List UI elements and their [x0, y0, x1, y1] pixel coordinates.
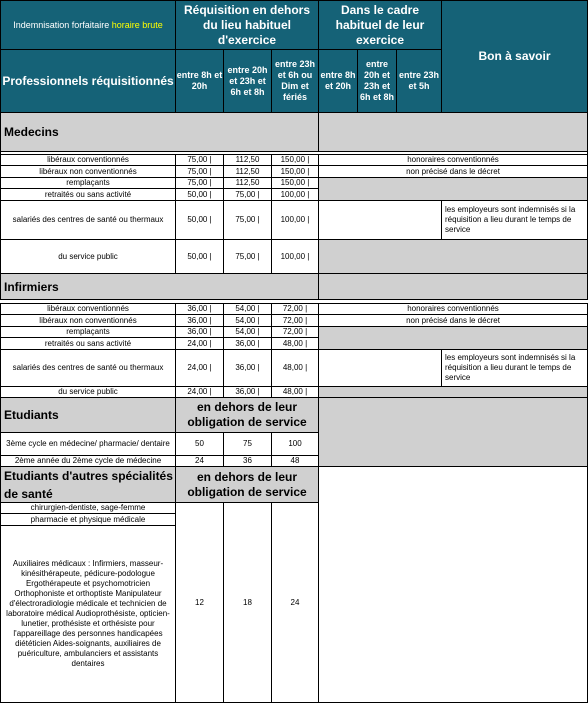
row-label: salariés des centres de santé ou thermaux [0, 200, 176, 240]
cell-value: 112,50 [223, 177, 272, 189]
autres-header: en dehors de leur obligation de service [175, 466, 319, 503]
row-label: salariés des centres de santé ou thermaux [0, 349, 176, 387]
cell-value: 150,00 | [271, 177, 319, 189]
row-label: 3ème cycle en médecine/ pharmacie/ dentaire [0, 432, 176, 456]
cell-value: 48,00 | [271, 386, 319, 398]
cell-value: 36,00 | [223, 349, 272, 387]
note-cell-blank [318, 200, 442, 240]
cell-value: 75,00 | [223, 200, 272, 240]
note-cell-blank [318, 349, 442, 387]
cell-value: 75,00 | [223, 239, 272, 274]
cell-value: 48 [271, 455, 319, 467]
section-etudiants: Etudiants [0, 397, 176, 433]
cell-value: 50,00 | [175, 239, 224, 274]
note-cell: non précisé dans le décret [318, 165, 588, 178]
bon-a-savoir-header: Bon à savoir [441, 0, 588, 113]
row-label: libéraux non conventionnés [0, 165, 176, 178]
section-medecins-blank [318, 112, 588, 152]
cell-value: 36,00 | [223, 337, 272, 350]
cell-value: 54,00 | [223, 314, 272, 327]
cell-value: 75,00 | [223, 188, 272, 201]
section-infirmiers-blank [318, 273, 588, 300]
note-cell: honoraires conventionnés [318, 154, 588, 166]
cell-value: 150,00 | [271, 154, 319, 166]
cell-value: 150,00 | [271, 165, 319, 178]
cell-value: 36,00 | [223, 386, 272, 398]
cell-value: 50 [175, 432, 224, 456]
sub-header-6: entre 23h et 5h [396, 49, 442, 113]
sub-header-3: entre 23h et 6h ou Dim et fériés [271, 49, 319, 113]
cell-value: 112,50 [223, 165, 272, 178]
note-cell-empty [318, 326, 588, 350]
cell-value: 36 [223, 455, 272, 467]
cell-value: 24 [271, 502, 319, 703]
cell-value: 24,00 | [175, 386, 224, 398]
cell-value: 50,00 | [175, 188, 224, 201]
cell-value: 100,00 | [271, 200, 319, 240]
row-label: du service public [0, 239, 176, 274]
cell-value: 48,00 | [271, 337, 319, 350]
row-label: libéraux conventionnés [0, 303, 176, 315]
list-item: chirurgien-dentiste, sage-femme [0, 502, 176, 514]
cell-value: 36,00 | [175, 326, 224, 338]
col-group-habituel: Dans le cadre habituel de leur exercice [318, 0, 442, 50]
cell-value: 75 [223, 432, 272, 456]
row-label: remplaçants [0, 326, 176, 338]
cell-value: 54,00 | [223, 326, 272, 338]
note-cell: honoraires conventionnés [318, 303, 588, 315]
title-prefix: Indemnisation forfaitaire [13, 20, 112, 30]
section-medecins: Medecins [0, 112, 319, 152]
cell-value: 100,00 | [271, 188, 319, 201]
sub-header-1: entre 8h et 20h [175, 49, 224, 113]
col-group-requisition: Réquisition en dehors du lieu habituel d'exercice [175, 0, 319, 50]
cell-value: 72,00 | [271, 303, 319, 315]
table-title [0, 0, 176, 50]
title-highlight: horaire brute [111, 20, 163, 30]
note-cell-empty [318, 239, 588, 274]
row-label: retraités ou sans activité [0, 188, 176, 201]
row-label: du service public [0, 386, 176, 398]
autres-note-blank [318, 466, 588, 703]
cell-value: 24 [175, 455, 224, 467]
list-item-auxiliaires: Auxiliaires médicaux : Infirmiers, masseur-kinésithérapeute, pédicure-podologue Ergothérapeute et psychomotricien Orthophoniste et orthoptiste Manipulateur d'électroradiologie médicale et technicien de laboratoire médical Audioprothésiste, opticien-lunetier, prothésiste et orthésiste pour l'appareillage des personnes handicapées diététicien Aides-soignants, auxiliaires de puériculture, ambulanciers et assistants dentaires [0, 525, 176, 703]
cell-value: 100 [271, 432, 319, 456]
etudiants-header: en dehors de leur obligation de service [175, 397, 319, 433]
cell-value: 112,50 [223, 154, 272, 166]
sub-header-4: entre 8h et 20h [318, 49, 358, 113]
cell-value: 48,00 | [271, 349, 319, 387]
list-item: pharmacie et physique médicale [0, 513, 176, 526]
sub-header-2: entre 20h et 23h et 6h et 8h [223, 49, 272, 113]
sub-header-5: entre 20h et 23h et 6h et 8h [357, 49, 397, 113]
cell-value: 75,00 | [175, 154, 224, 166]
cell-value: 50,00 | [175, 200, 224, 240]
cell-value: 75,00 | [175, 165, 224, 178]
cell-value: 24,00 | [175, 349, 224, 387]
row-label: retraités ou sans activité [0, 337, 176, 350]
cell-value: 100,00 | [271, 239, 319, 274]
cell-value: 18 [223, 502, 272, 703]
etudiants-note-empty [318, 397, 588, 467]
row-label: libéraux non conventionnés [0, 314, 176, 327]
cell-value: 12 [175, 502, 224, 703]
cell-value: 36,00 | [175, 303, 224, 315]
section-autres: Etudiants d'autres spécialités de santé [0, 466, 176, 503]
section-infirmiers: Infirmiers [0, 273, 319, 300]
row-label: remplaçants [0, 177, 176, 189]
note-employeurs: les employeurs sont indemnisés si la réquisition a lieu durant le temps de service [441, 349, 588, 387]
row-label: 2ème année du 2ème cycle de médecine [0, 455, 176, 467]
cell-value: 75,00 | [175, 177, 224, 189]
note-cell-empty [318, 177, 588, 201]
row-label: libéraux conventionnés [0, 154, 176, 166]
professionnels-header: Professionnels réquisitionnés [0, 49, 176, 113]
cell-value: 72,00 | [271, 326, 319, 338]
note-employeurs: les employeurs sont indemnisés si la réquisition a lieu durant le temps de service [441, 200, 588, 240]
cell-value: 72,00 | [271, 314, 319, 327]
note-cell: non précisé dans le décret [318, 314, 588, 327]
cell-value: 24,00 | [175, 337, 224, 350]
cell-value: 54,00 | [223, 303, 272, 315]
cell-value: 36,00 | [175, 314, 224, 327]
